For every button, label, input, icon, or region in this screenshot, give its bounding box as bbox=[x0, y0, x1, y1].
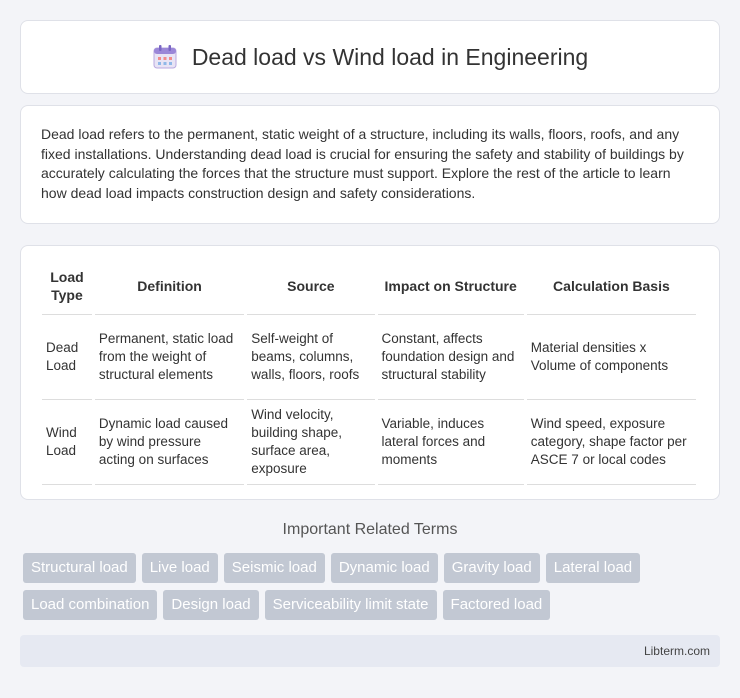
tag-load-combination[interactable]: Load combination bbox=[23, 590, 157, 620]
table-cell: Dead Load bbox=[42, 315, 92, 400]
related-terms-title: Important Related Terms bbox=[282, 521, 458, 538]
table-card bbox=[20, 245, 720, 500]
related-tags bbox=[23, 553, 723, 620]
tag-lateral-load[interactable]: Lateral load bbox=[546, 553, 640, 583]
table-cell: Variable, induces lateral forces and moments bbox=[378, 400, 524, 485]
header-source: Source bbox=[247, 266, 374, 315]
tag-serviceability-limit-state[interactable]: Serviceability limit state bbox=[265, 590, 437, 620]
table-cell: Dynamic load caused by wind pressure acting on surfaces bbox=[95, 400, 244, 485]
tag-seismic-load[interactable]: Seismic load bbox=[224, 553, 325, 583]
table-cell: Wind velocity, building shape, surface area, exposure bbox=[247, 400, 374, 485]
tag-live-load[interactable]: Live load bbox=[142, 553, 218, 583]
header-load-type: Load Type bbox=[42, 266, 92, 315]
table-cell: Self-weight of beams, columns, walls, floors, roofs bbox=[247, 315, 374, 400]
header-definition: Definition bbox=[95, 266, 244, 315]
table-header-row bbox=[42, 266, 696, 315]
table-cell: Wind Load bbox=[42, 400, 92, 485]
intro-card bbox=[20, 105, 720, 224]
intro-text: Dead load refers to the permanent, static weight of a structure, including its walls, floors, roofs, and any fixed installations. Understanding dead load is crucial for ensuring the safety and stability of buildings by accurately calculating the forces that the structure must support. Explore the rest of the article to learn how dead load impacts construction design and safety considerations. bbox=[41, 126, 684, 201]
table-row bbox=[42, 315, 696, 400]
table-cell: Wind speed, exposure category, shape factor per ASCE 7 or local codes bbox=[527, 400, 696, 485]
header-calculation: Calculation Basis bbox=[527, 266, 696, 315]
table-cell: Permanent, static load from the weight of structural elements bbox=[95, 315, 244, 400]
title-wrap bbox=[152, 44, 588, 71]
tag-structural-load[interactable]: Structural load bbox=[23, 553, 136, 583]
header-impact: Impact on Structure bbox=[378, 266, 524, 315]
tag-gravity-load[interactable]: Gravity load bbox=[444, 553, 540, 583]
table-row bbox=[42, 400, 696, 485]
page-title: Dead load vs Wind load in Engineering bbox=[191, 43, 589, 70]
table-cell: Material densities x Volume of components bbox=[527, 315, 696, 400]
footer bbox=[20, 635, 720, 667]
header-card bbox=[20, 20, 720, 94]
table-cell: Constant, affects foundation design and structural stability bbox=[378, 315, 524, 400]
footer-site[interactable]: Libterm.com bbox=[643, 644, 710, 658]
calendar-icon bbox=[152, 44, 178, 70]
comparison-table bbox=[39, 266, 699, 485]
tag-design-load[interactable]: Design load bbox=[163, 590, 258, 620]
tag-dynamic-load[interactable]: Dynamic load bbox=[331, 553, 438, 583]
tag-factored-load[interactable]: Factored load bbox=[443, 590, 551, 620]
